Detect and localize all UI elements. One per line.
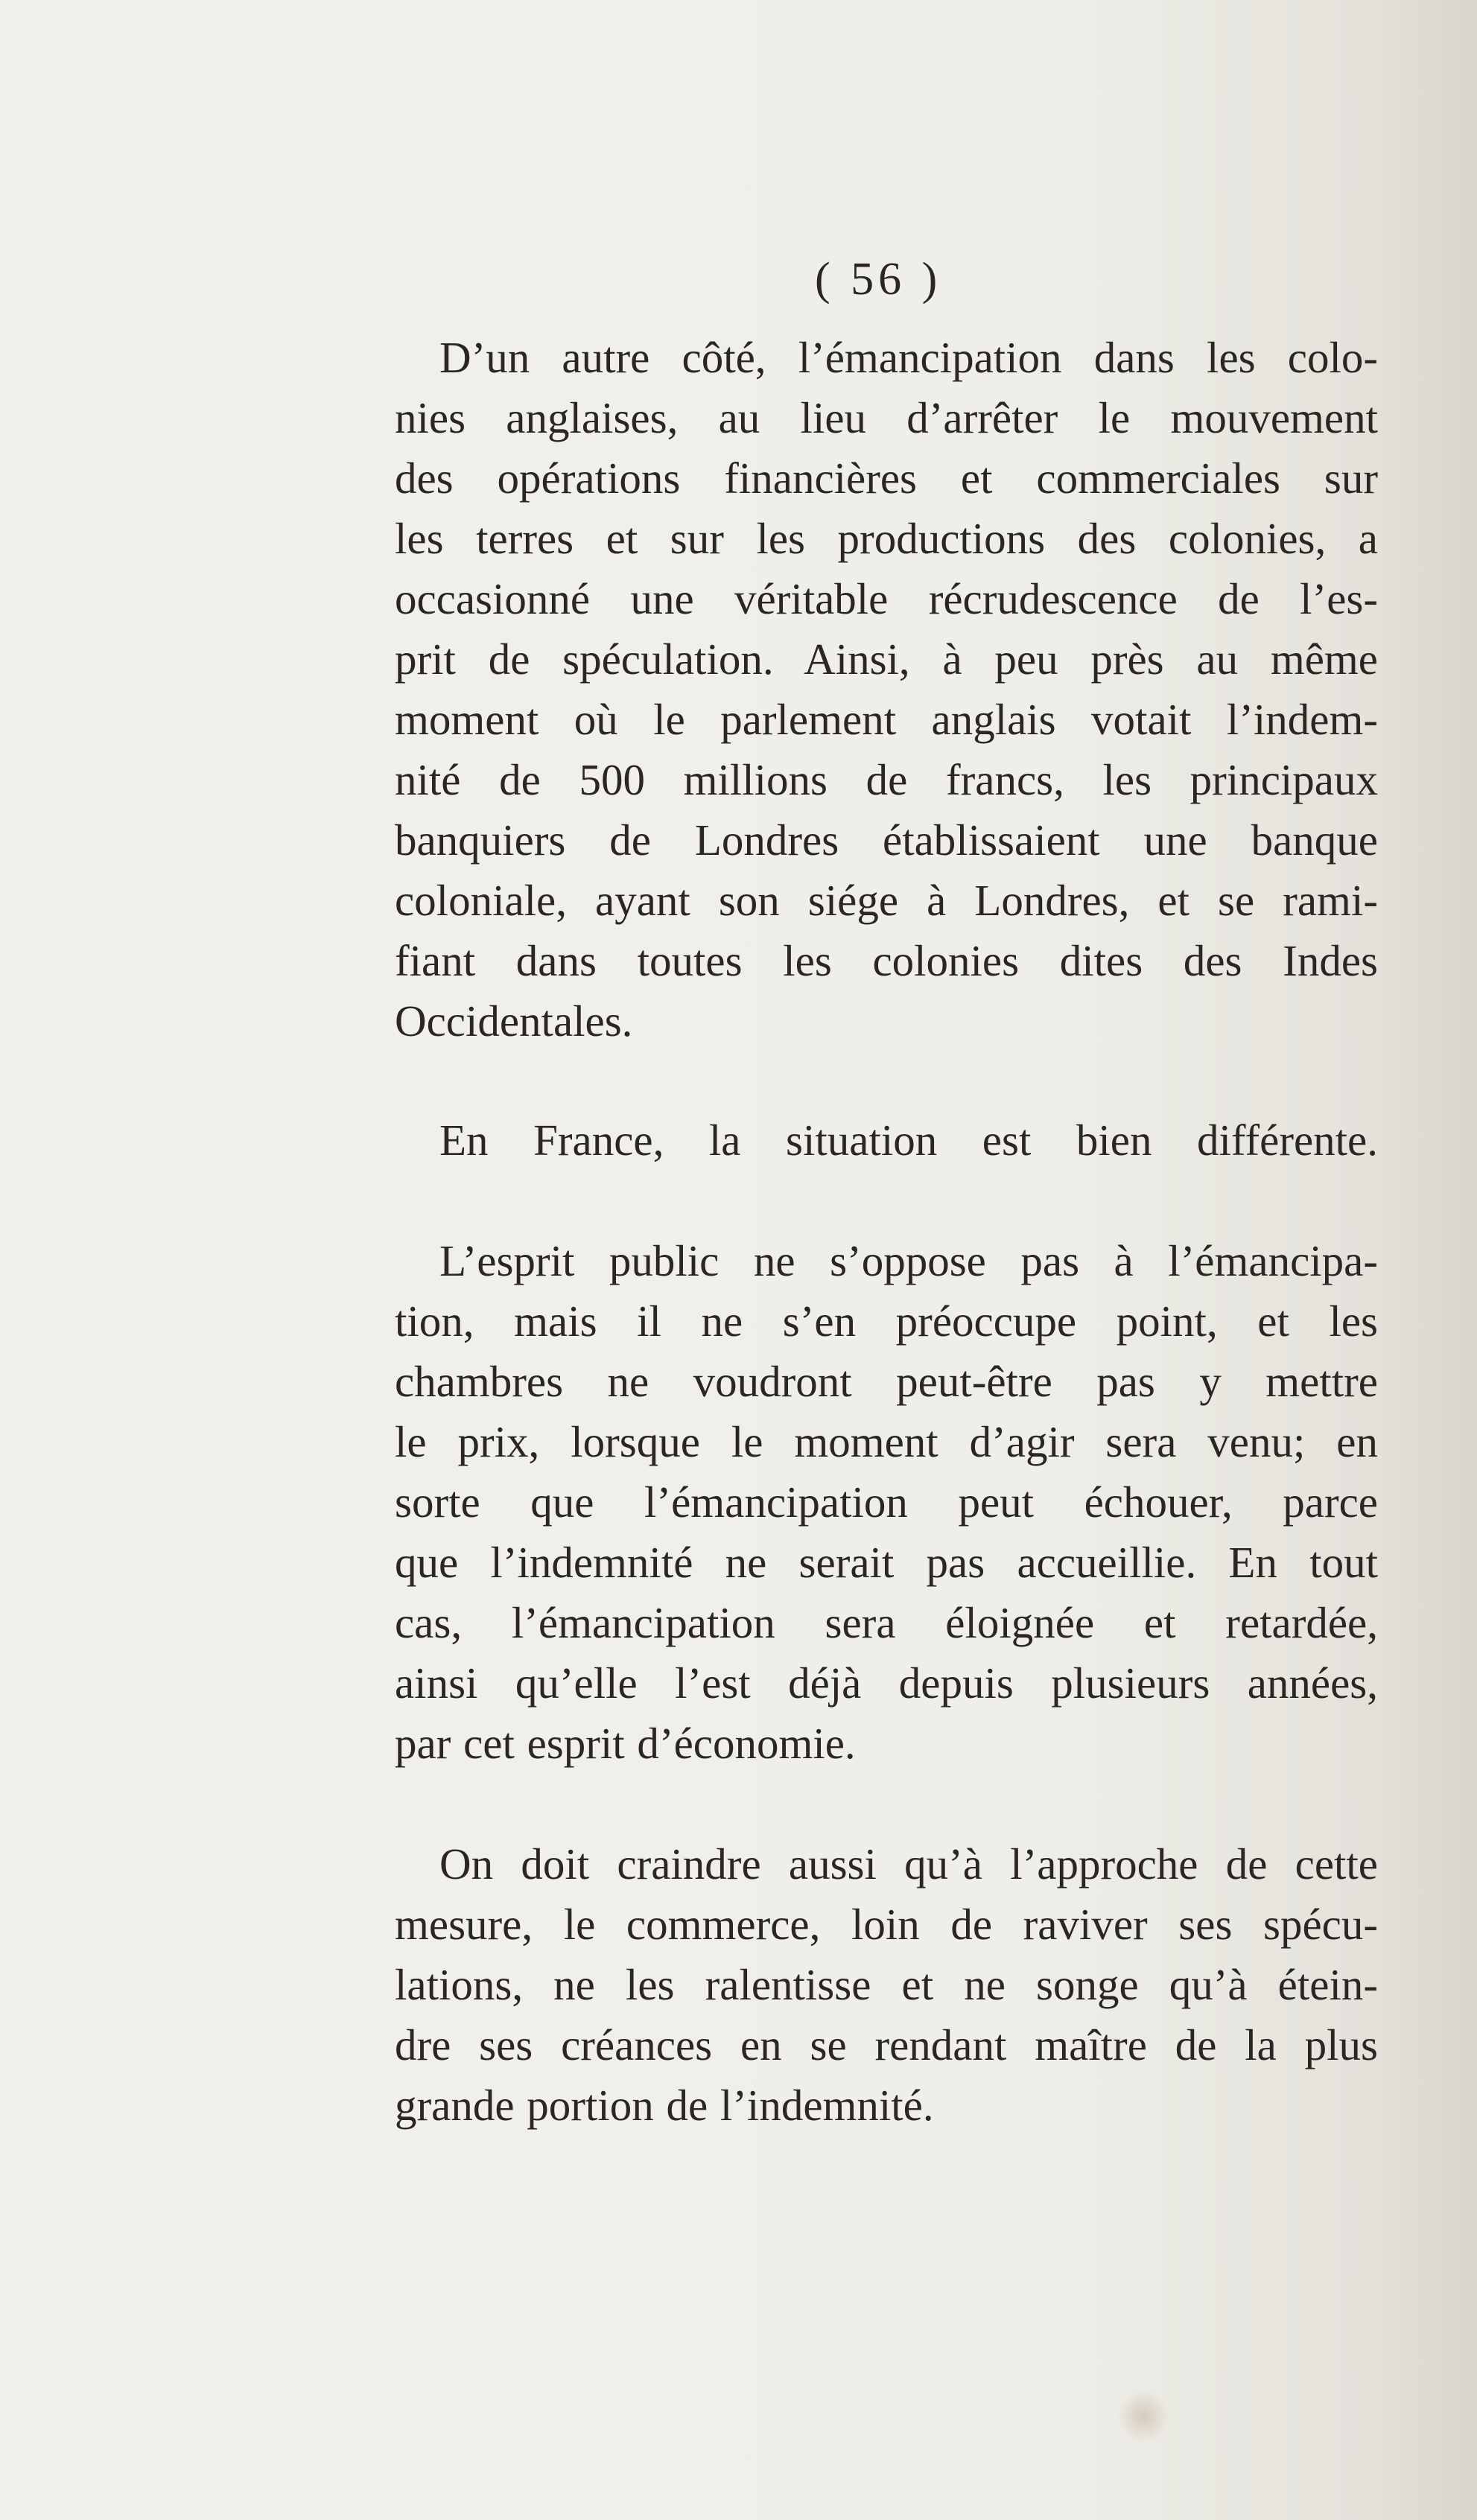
text-line: D’un autre côté, l’émancipation dans les colo- <box>439 333 1378 382</box>
text-line: des opérations financières et commerciales sur <box>395 454 1378 503</box>
text-line: fiant dans toutes les colonies dites des Indes <box>395 936 1378 985</box>
text-line: ainsi qu’elle l’est déjà depuis plusieurs années, <box>395 1658 1378 1708</box>
text-line: chambres ne voudront peut-être pas y mettre <box>395 1357 1378 1406</box>
text-line: coloniale, ayant son siége à Londres, et se rami- <box>395 876 1378 925</box>
text-line: En France, la situation est bien différente. <box>439 1116 1378 1165</box>
text-line: sorte que l’émancipation peut échouer, parce <box>395 1477 1378 1527</box>
text-line: dre ses créances en se rendant maître de la plus <box>395 2020 1378 2069</box>
paragraph <box>395 1110 1378 1171</box>
paragraph <box>395 1834 1378 2136</box>
text-line: par cet esprit d’économie. <box>395 1719 856 1768</box>
text-line: occasionné une véritable récrudescence de l’es- <box>395 574 1378 623</box>
page-body <box>395 328 1378 2136</box>
text-line: nité de 500 millions de francs, les principaux <box>395 755 1378 804</box>
text-line: mesure, le commerce, loin de raviver ses spécu- <box>395 1900 1378 1949</box>
text-line: grande portion de l’indemnité. <box>395 2081 934 2130</box>
text-line: nies anglaises, au lieu d’arrêter le mouvement <box>395 393 1378 442</box>
text-line: On doit craindre aussi qu’à l’approche de cette <box>439 1839 1378 1889</box>
text-line: prit de spéculation. Ainsi, à peu près au même <box>395 634 1378 684</box>
paper-stain <box>1117 2390 1169 2443</box>
page-number: ( 56 ) <box>815 254 942 305</box>
text-line: Occidentales. <box>395 996 633 1046</box>
text-line: moment où le parlement anglais votait l’indem- <box>395 695 1378 744</box>
text-line: cas, l’émancipation sera éloignée et retardée, <box>395 1598 1378 1647</box>
text-line: tion, mais il ne s’en préoccupe point, et les <box>395 1296 1378 1346</box>
text-line: lations, ne les ralentisse et ne songe qu’à étein- <box>395 1960 1378 2009</box>
text-line: les terres et sur les productions des colonies, a <box>395 514 1378 563</box>
text-line: le prix, lorsque le moment d’agir sera venu; en <box>395 1417 1378 1466</box>
text-line: que l’indemnité ne serait pas accueillie. En tout <box>395 1538 1378 1587</box>
paragraph <box>395 1231 1378 1774</box>
text-line: L’esprit public ne s’oppose pas à l’émancipa- <box>439 1236 1378 1285</box>
text-line: banquiers de Londres établissaient une banque <box>395 815 1378 865</box>
paragraph <box>395 328 1378 1051</box>
